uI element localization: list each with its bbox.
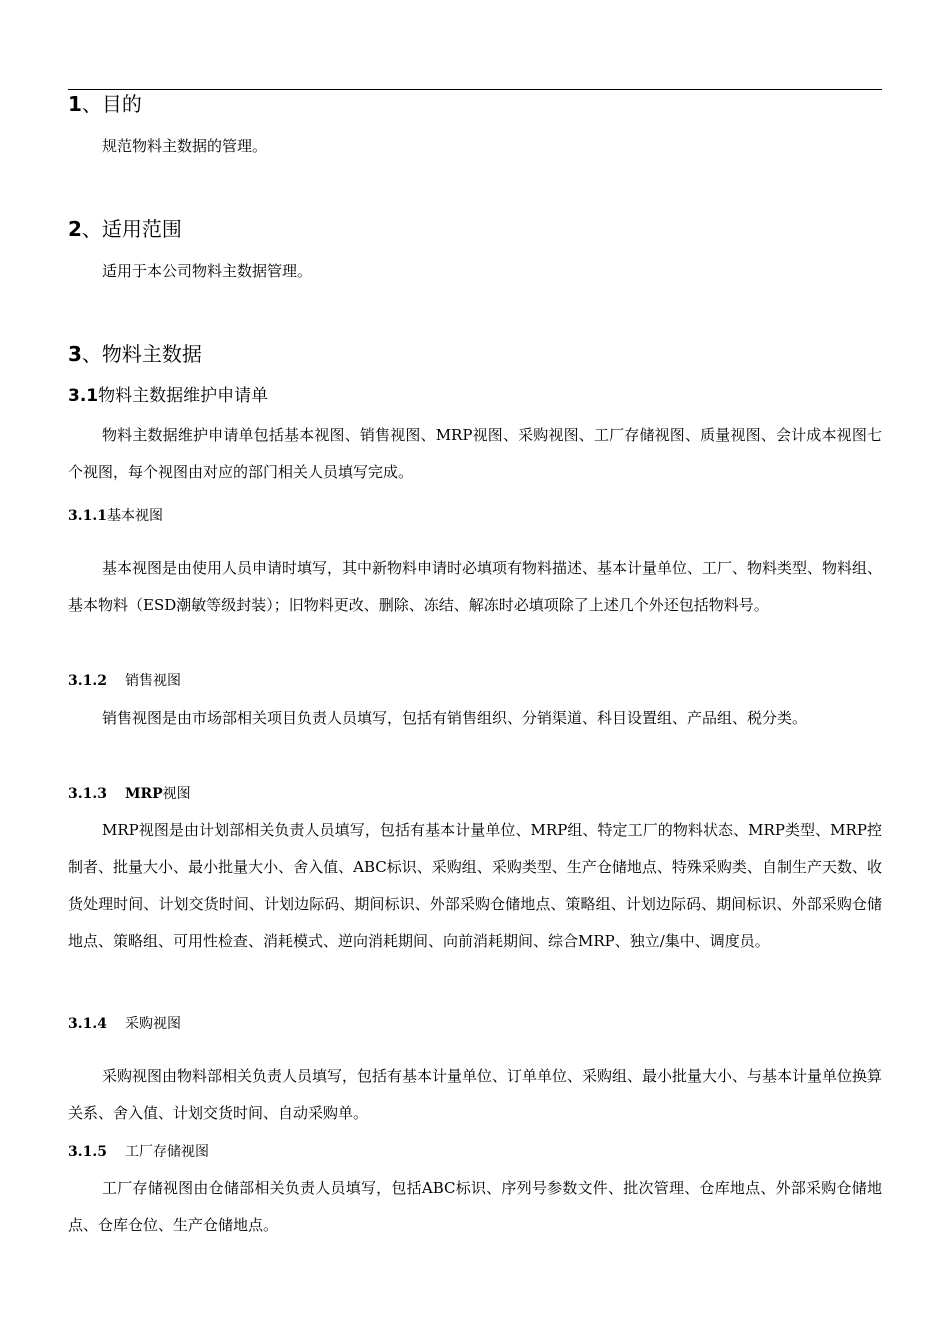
- section-3-heading: [68, 340, 202, 368]
- section-title: 物料主数据: [101, 342, 202, 366]
- subsection-3-1-3-body: MRP视图是由计划部相关负责人员填写，包括有基本计量单位、MRP组、特定工厂的物料状态、MRP类型、MRP控制者、批量大小、最小批量大小、舍入值、ABC标识、采购组、采购类型、生产仓储地点、特殊采购类、自制生产天数、收货处理时间、计划交货时间、计划边际码、期间标识、外部采购仓储地点、策略组、计划边际码、期间标识、外部采购仓储地点、策略组、可用性检查、消耗模式、逆向消耗期间、向前消耗期间、综合MRP、独立/集中、调度员。: [68, 821, 882, 950]
- subsection-title: 销售视图: [124, 673, 181, 689]
- subsection-3-1-4-body: 采购视图由物料部相关负责人员填写，包括有基本计量单位、订单单位、采购组、最小批量大小、与基本计量单位换算关系、舍入值、计划交货时间、自动采购单。: [68, 1067, 883, 1122]
- subsection-3-1-4-heading: [68, 1014, 181, 1034]
- subsection-number: 3.1.5: [68, 1144, 107, 1160]
- subsection-3-1-body: 物料主数据维护申请单包括基本视图、销售视图、MRP视图、采购视图、工厂存储视图、质量视图、会计成本视图七个视图，每个视图由对应的部门相关人员填写完成。: [68, 426, 882, 481]
- subsection-title: 物料主数据维护申请单: [98, 386, 269, 406]
- subsection-title: 视图: [162, 786, 191, 802]
- section-separator: 、: [81, 342, 102, 366]
- section-number: 1: [68, 92, 82, 116]
- section-separator: 、: [81, 217, 102, 241]
- section-number: 3: [68, 342, 82, 366]
- subsection-title-bold: MRP: [124, 786, 163, 802]
- subsection-3-1-5-heading: [68, 1142, 209, 1162]
- subsection-3-1-1-heading: [68, 506, 163, 526]
- subsection-number: 3.1: [68, 386, 99, 406]
- subsection-3-1-5-body: 工厂存储视图由仓储部相关负责人员填写，包括ABC标识、序列号参数文件、批次管理、仓库地点、外部采购仓储地点、仓库仓位、生产仓储地点。: [68, 1179, 882, 1234]
- section-1-body: 规范物料主数据的管理。: [102, 137, 268, 155]
- subsection-3-1-2-heading: [68, 671, 181, 691]
- section-1-heading: [68, 90, 142, 118]
- subsection-number: 3.1.4: [68, 1016, 107, 1032]
- subsection-3-1-3-heading: [68, 784, 191, 804]
- header-rule: [68, 89, 882, 90]
- subsection-title: 基本视图: [106, 508, 163, 524]
- subsection-number: 3.1.2: [68, 673, 107, 689]
- subsection-number: 3.1.1: [68, 508, 107, 524]
- subsection-3-1-1-body: 基本视图是由使用人员申请时填写，其中新物料申请时必填项有物料描述、基本计量单位、工厂、物料类型、物料组、基本物料（ESD潮敏等级封装）；旧物料更改、删除、冻结、解冻时必填项除了上述几个外还包括物料号。: [68, 559, 883, 614]
- section-2-heading: [68, 215, 182, 243]
- subsection-number: 3.1.3: [68, 786, 107, 802]
- section-number: 2: [68, 217, 82, 241]
- section-separator: 、: [81, 92, 102, 116]
- section-title: 目的: [101, 92, 142, 116]
- subsection-title: 采购视图: [124, 1016, 181, 1032]
- section-title: 适用范围: [101, 217, 182, 241]
- section-2-body: 适用于本公司物料主数据管理。: [102, 262, 313, 280]
- subsection-title: 工厂存储视图: [124, 1144, 209, 1160]
- subsection-3-1-heading: [68, 384, 268, 408]
- subsection-3-1-2-body: 销售视图是由市场部相关项目负责人员填写，包括有销售组织、分销渠道、科目设置组、产品组、税分类。: [102, 709, 808, 727]
